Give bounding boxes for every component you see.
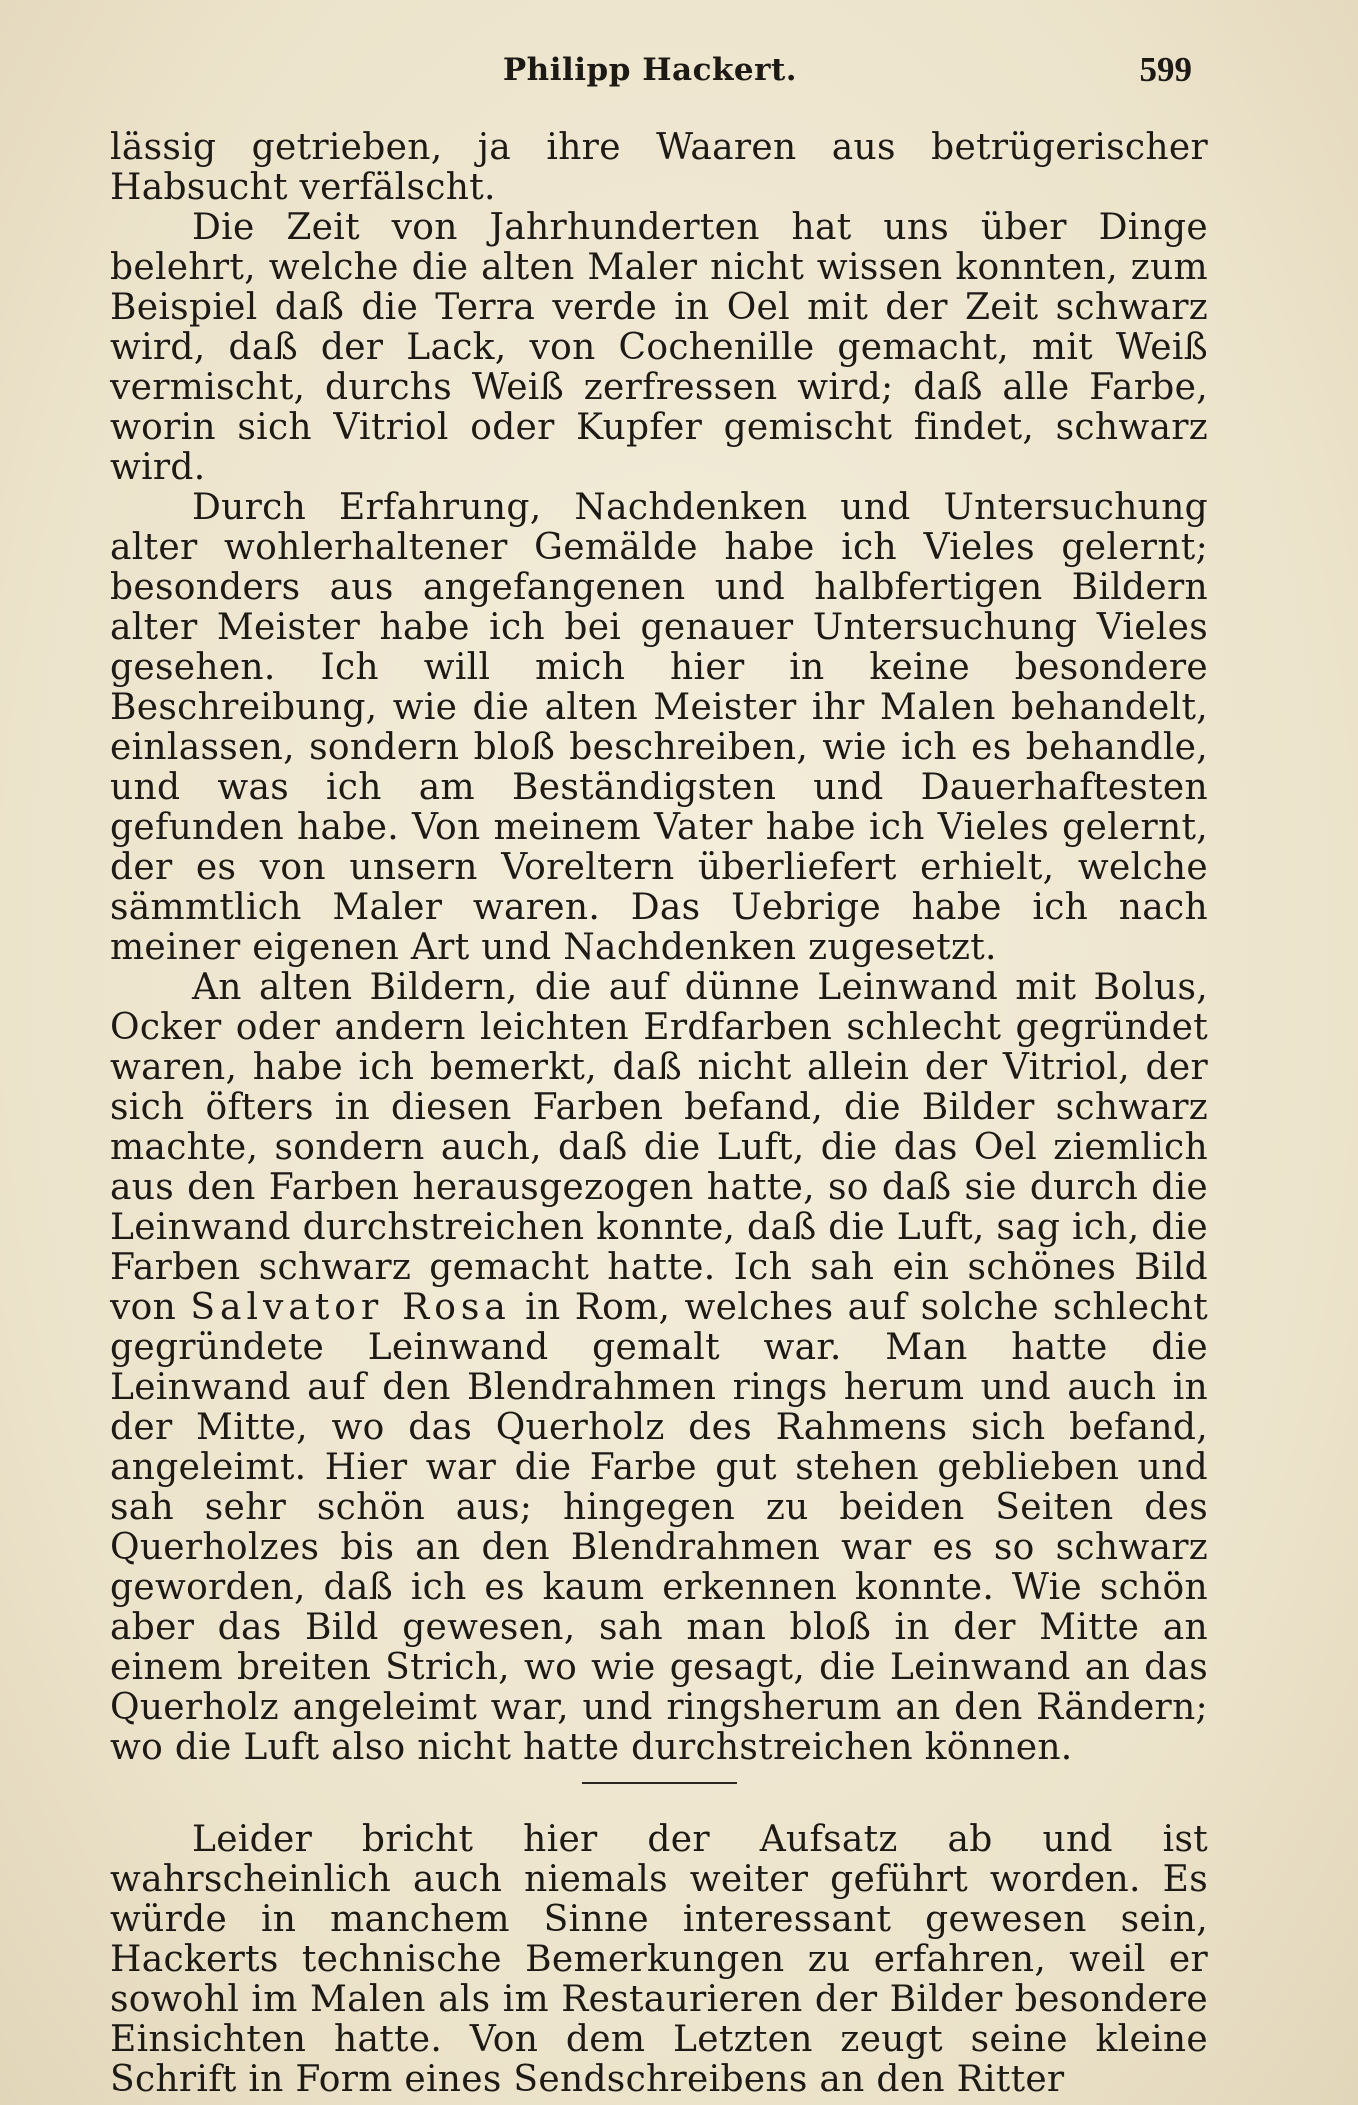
paragraph-continuation: lässig getrieben, ja ihre Waaren aus betrügerischer Habsucht verfälscht. [110,127,1208,208]
paragraph-experience: Durch Erfahrung, Nachdenken und Untersuchung alter wohlerhaltener Gemälde habe ich Vieles gelernt; besonders aus angefangenen und halbfertigen Bildern alter Meister habe ich bei genauer Untersuchung Vieles gesehen. Ich will mich hier in keine besondere Beschreibung, wie die alten Meister ihr Malen behandelt, einlassen, sondern bloß beschreiben, wie ich es behandle, und was ich am Beständigsten und Dauerhaftesten gefunden habe. Von meinem Vater habe ich Vieles gelernt, der es von unsern Voreltern überliefert erhielt, welche sämmtlich Maler waren. Das Uebrige habe ich nach meiner eigenen Art und Nachdenken zugesetzt. [110,487,1208,968]
paragraph-terra-verde: Die Zeit von Jahrhunderten hat uns über Dinge belehrt, welche die alten Maler nicht wissen konnten, zum Beispiel daß die Terra verde in Oel mit der Zeit schwarz wird, daß der Lack, von Cochenille gemacht, mit Weiß vermischt, durchs Weiß zerfressen wird; daß alle Farbe, worin sich Vitriol oder Kupfer gemischt findet, schwarz wird. [110,207,1208,488]
paragraph-old-paintings-start: An alten Bildern, die auf dünne Leinwand mit Bolus, Ocker oder andern leichten Erdfarben schlecht gegründet waren, habe ich bemerkt, daß nicht allein der Vitriol, der sich öfters in diesen Farben befand, die Bilder schwarz machte, sondern auch, daß die Luft, die das Oel ziemlich aus den Farben herausgezogen hatte, so daß sie durch die Leinwand durchstreichen konnte, daß die Luft, sag ich, die Farben schwarz gemacht hatte. Ich sah ein schönes Bild von [110,967,1208,1328]
page-header [110,50,1190,96]
paragraph-old-paintings-end: in Rom, welches auf solche schlecht gegründete Leinwand gemalt war. Man hatte die Leinwand auf den Blendrahmen rings herum und auch in der Mitte, wo das Querholz des Rahmens sich befand, angeleimt. Hier war die Farbe gut stehen geblieben und sah sehr schön aus; hingegen zu beiden Seiten des Querholzes bis an den Blendrahmen war es so schwarz geworden, daß ich es kaum erkennen konnte. Wie schön aber das Bild gewesen, sah man bloß in der Mitte an einem breiten Strich, wo wie gesagt, die Leinwand an das Querholz angeleimt war, und ringsherum an den Rändern; wo die Luft also nicht hatte durchstreichen können. [110,1287,1209,1768]
running-title: Philipp Hackert. [502,52,798,88]
section-divider [582,1782,737,1784]
emphasized-name: Salvator Rosa [190,1287,511,1328]
page-number: 599 [1139,50,1192,89]
editor-note: Leider bricht hier der Aufsatz ab und ist wahrscheinlich auch niemals weiter geführt worden. Es würde in manchem Sinne interessant gewesen sein, Hackerts technische Bemerkungen zu erfahren, weil er sowohl im Malen als im Restaurieren der Bilder besondere Einsichten hatte. Von dem Letzten zeugt seine kleine Schrift in Form eines Sendschreibens an den Ritter [110,1819,1208,2100]
paragraph-old-paintings [110,968,1208,1768]
body-text [110,128,1208,2100]
